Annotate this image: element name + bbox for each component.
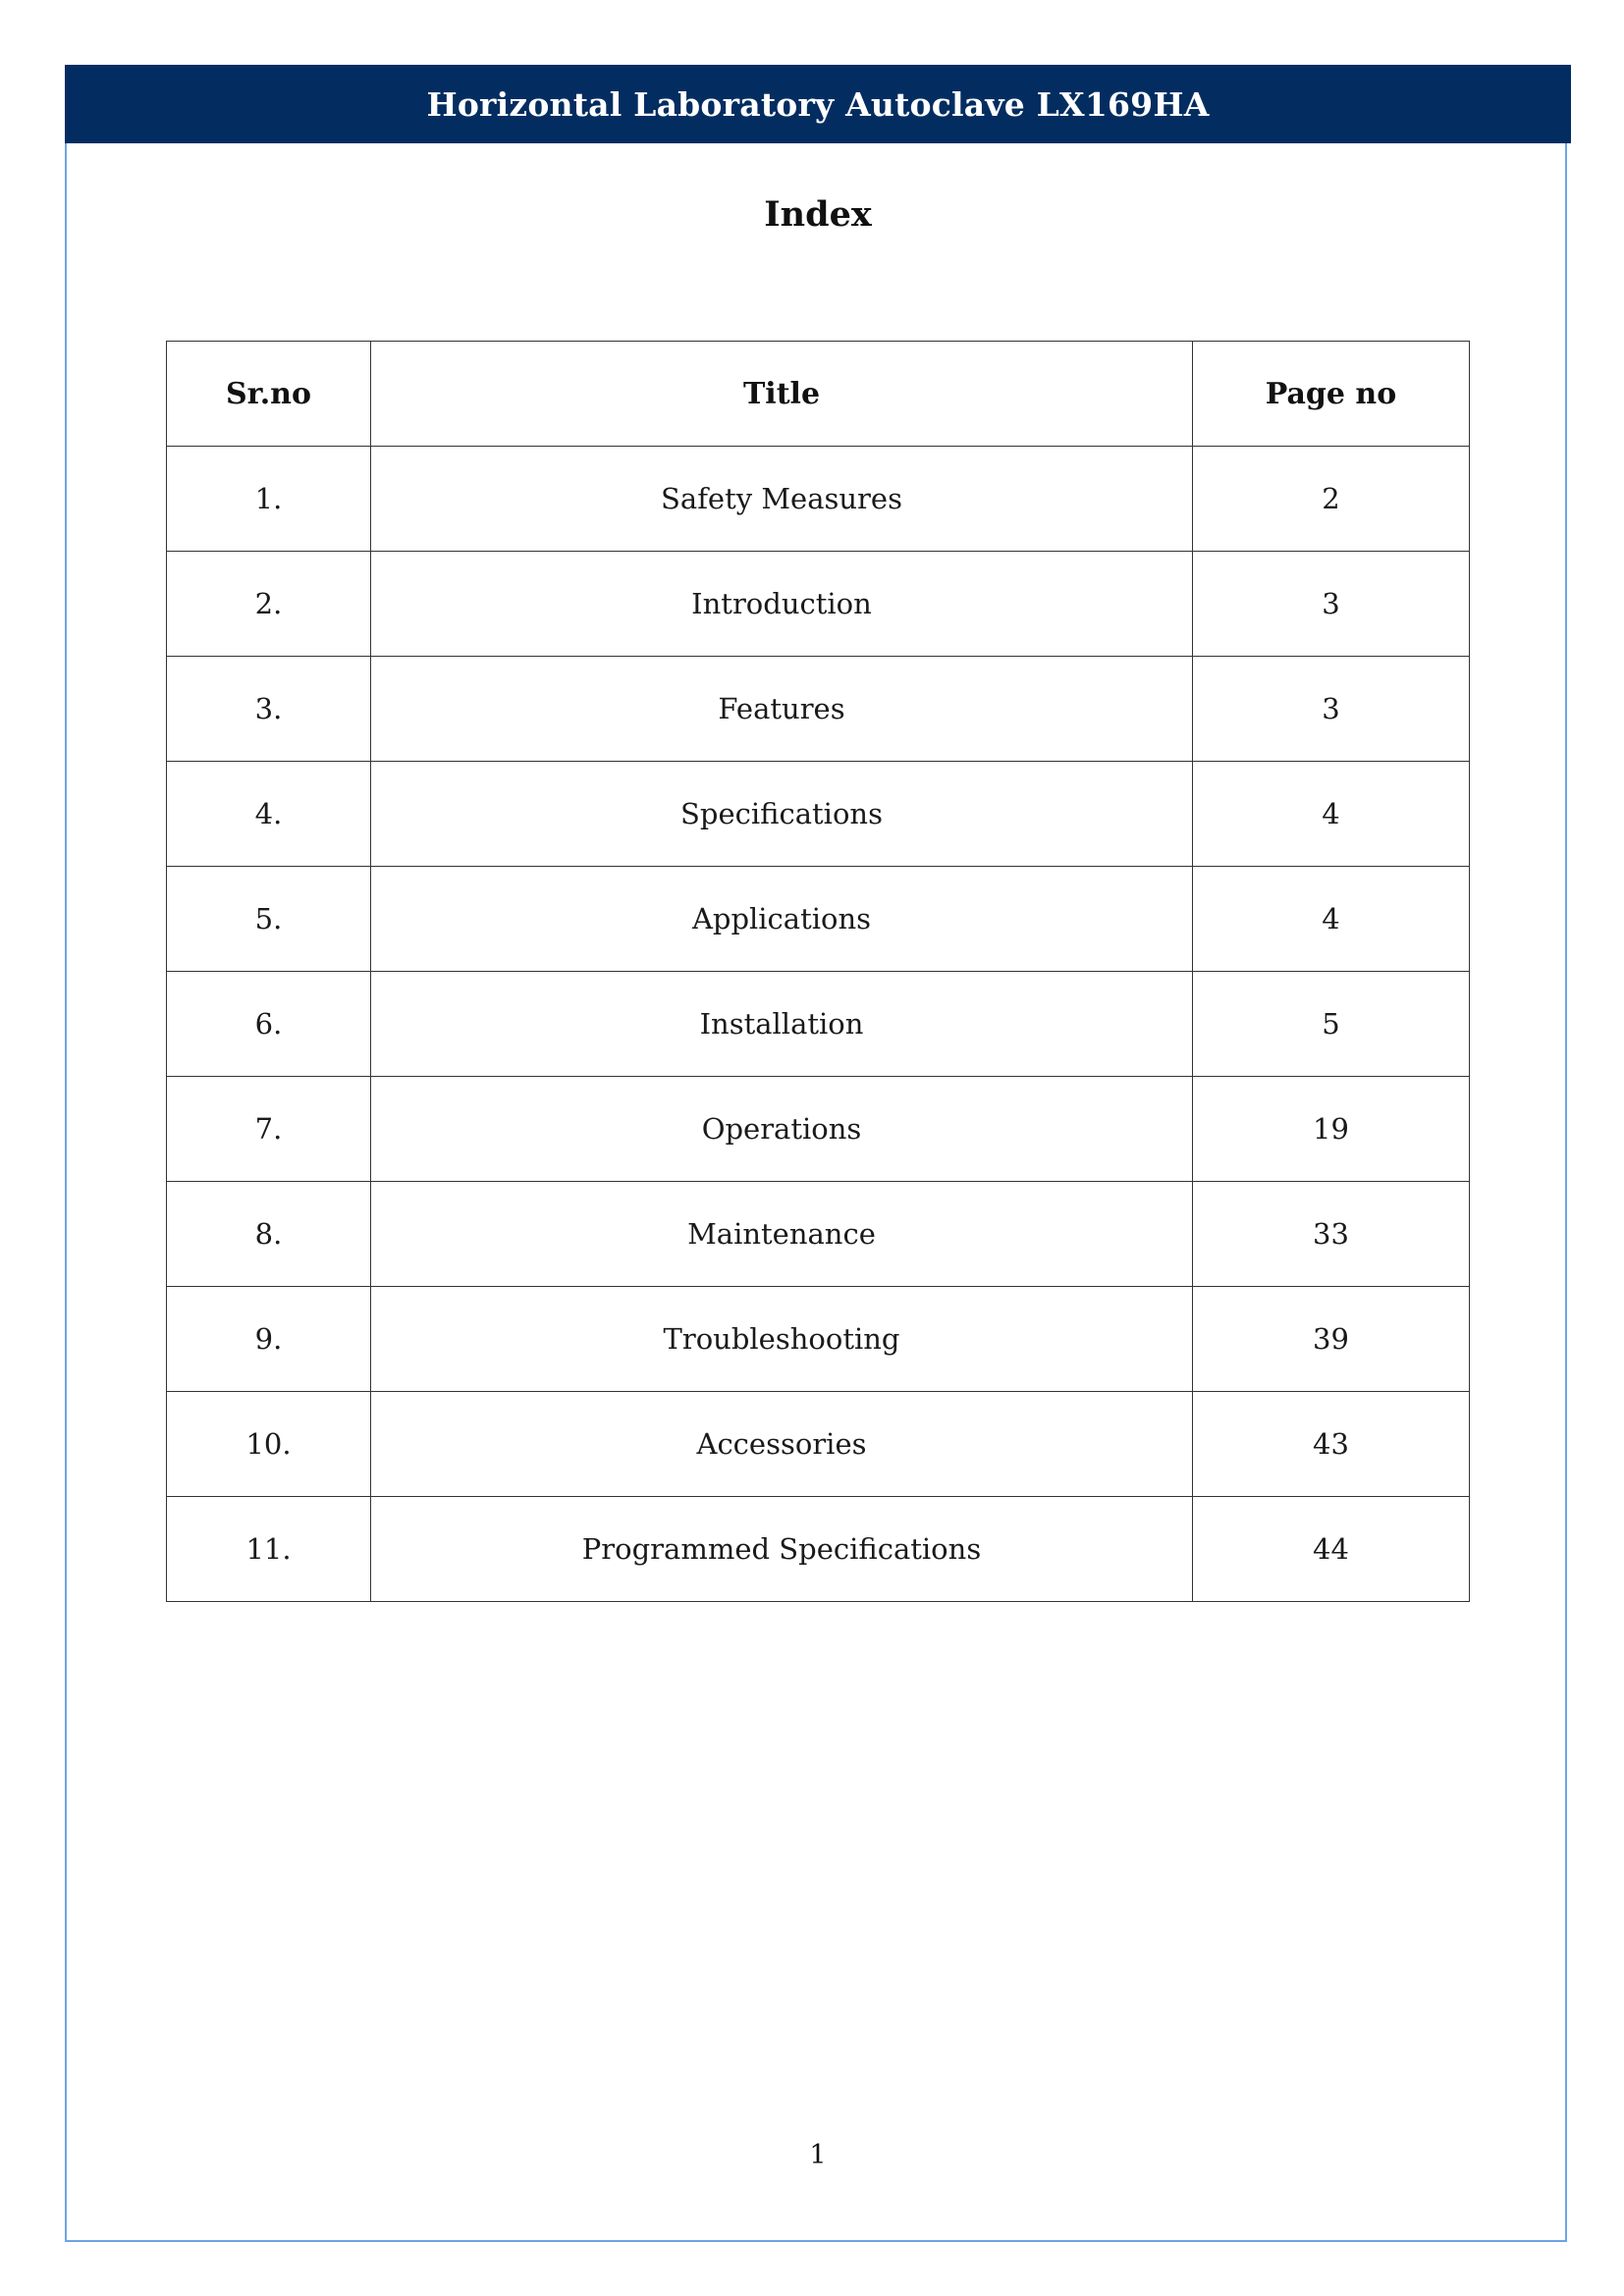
cell-sr-no: 8. bbox=[167, 1182, 371, 1287]
cell-page-no: 5 bbox=[1193, 972, 1470, 1077]
cell-title: Features bbox=[371, 657, 1193, 762]
table-row bbox=[167, 762, 1470, 867]
table-row bbox=[167, 1287, 1470, 1392]
cell-page-no: 44 bbox=[1193, 1497, 1470, 1602]
column-header-title: Title bbox=[371, 342, 1193, 447]
cell-title: Introduction bbox=[371, 552, 1193, 657]
cell-page-no: 33 bbox=[1193, 1182, 1470, 1287]
cell-title: Maintenance bbox=[371, 1182, 1193, 1287]
document-title: Horizontal Laboratory Autoclave LX169HA bbox=[426, 84, 1210, 124]
cell-page-no: 4 bbox=[1193, 762, 1470, 867]
cell-title: Troubleshooting bbox=[371, 1287, 1193, 1392]
table-row bbox=[167, 552, 1470, 657]
cell-sr-no: 10. bbox=[167, 1392, 371, 1497]
cell-sr-no: 4. bbox=[167, 762, 371, 867]
cell-sr-no: 2. bbox=[167, 552, 371, 657]
index-heading: Index bbox=[764, 194, 872, 235]
cell-sr-no: 6. bbox=[167, 972, 371, 1077]
table-header-row bbox=[167, 342, 1470, 447]
column-header-sr-no: Sr.no bbox=[167, 342, 371, 447]
table-row bbox=[167, 1392, 1470, 1497]
cell-sr-no: 5. bbox=[167, 867, 371, 972]
cell-page-no: 2 bbox=[1193, 447, 1470, 552]
cell-title: Installation bbox=[371, 972, 1193, 1077]
table-row bbox=[167, 867, 1470, 972]
cell-sr-no: 3. bbox=[167, 657, 371, 762]
cell-page-no: 4 bbox=[1193, 867, 1470, 972]
cell-sr-no: 11. bbox=[167, 1497, 371, 1602]
cell-title: Safety Measures bbox=[371, 447, 1193, 552]
cell-page-no: 43 bbox=[1193, 1392, 1470, 1497]
table-row bbox=[167, 447, 1470, 552]
cell-page-no: 39 bbox=[1193, 1287, 1470, 1392]
cell-page-no: 19 bbox=[1193, 1077, 1470, 1182]
page-number: 1 bbox=[809, 2140, 827, 2170]
cell-sr-no: 9. bbox=[167, 1287, 371, 1392]
cell-page-no: 3 bbox=[1193, 657, 1470, 762]
table-row bbox=[167, 657, 1470, 762]
table-row bbox=[167, 1182, 1470, 1287]
cell-sr-no: 7. bbox=[167, 1077, 371, 1182]
cell-title: Applications bbox=[371, 867, 1193, 972]
cell-title: Accessories bbox=[371, 1392, 1193, 1497]
cell-title: Programmed Specifications bbox=[371, 1497, 1193, 1602]
column-header-page-no: Page no bbox=[1193, 342, 1470, 447]
cell-title: Specifications bbox=[371, 762, 1193, 867]
table-row bbox=[167, 972, 1470, 1077]
cell-title: Operations bbox=[371, 1077, 1193, 1182]
table-row bbox=[167, 1077, 1470, 1182]
document-header-bar bbox=[65, 65, 1571, 143]
table-row bbox=[167, 1497, 1470, 1602]
index-table bbox=[166, 341, 1470, 1602]
cell-page-no: 3 bbox=[1193, 552, 1470, 657]
cell-sr-no: 1. bbox=[167, 447, 371, 552]
